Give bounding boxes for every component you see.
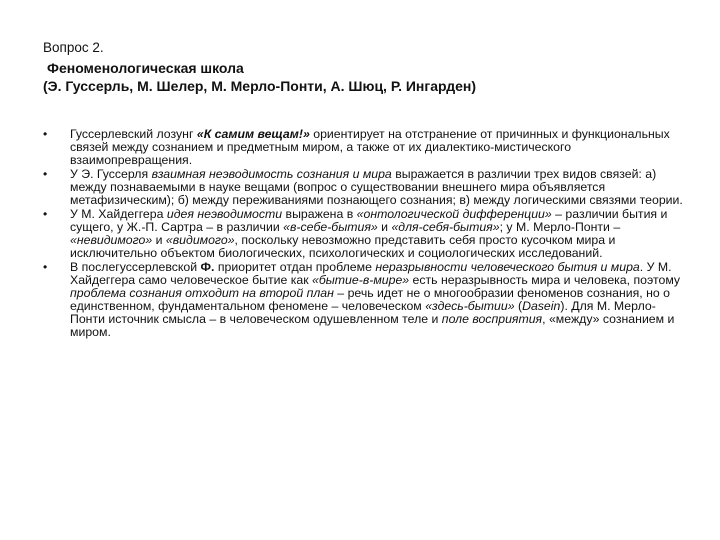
bullet-text-segment: Dasein xyxy=(522,299,561,313)
bullet-text-segment: Ф. xyxy=(200,260,215,274)
bullet-text-segment: «в-себе-бытия» xyxy=(283,220,378,234)
bullet-text-segment: Гуссерлевский лозунг xyxy=(70,127,197,141)
bullet-text-segment: «для-себя-бытия» xyxy=(391,220,500,234)
bullet-text-segment: выражена в xyxy=(282,207,357,221)
bullet-text-segment: ориентирует на отстранение от причинных и функциональных связей между сознанием и предметным миром, а также от их диалектико-мистического взаимопревращения. xyxy=(70,127,670,167)
bullet-text-segment: В послегуссерлевской xyxy=(70,260,201,274)
bullet-text-segment: ; у М. Мерло-Понти – xyxy=(499,220,621,234)
bullet-item xyxy=(43,128,683,167)
bullet-text-segment: «невидимого» xyxy=(70,233,153,247)
bullet-item xyxy=(43,168,683,207)
bullet-item xyxy=(43,261,683,339)
bullet-text-segment: поле восприятия xyxy=(441,312,543,326)
bullet-text-segment: , «между» сознанием и миром. xyxy=(70,312,675,339)
bullet-text-segment: идея неэводимости xyxy=(166,207,283,221)
bullet-text-segment: и xyxy=(377,220,392,234)
bullet-dot-icon: • xyxy=(43,260,48,274)
bullet-text-segment: проблема сознания отходит на второй план xyxy=(70,286,334,300)
bullet-text-segment: есть неразрывность мира и человека, поэтому xyxy=(409,273,681,287)
bullet-list xyxy=(43,128,683,340)
bullet-dot-icon: • xyxy=(43,207,48,221)
bullet-text-segment: . У М. Хайдеггера само человеческое бытие как xyxy=(70,260,672,287)
bullet-text-segment: выражается в различии трех видов связей: а) между познаваемыми в науке вещами (вопрос о существовании внешнего мира объявляется метафизическим); б) между переживаниями познающего сознания; в) между логическими связями теории. xyxy=(70,167,683,207)
bullet-text-segment: приоритет отдан проблеме xyxy=(214,260,376,274)
bullet-text-segment: и xyxy=(152,233,166,247)
school-title-line-2: (Э. Гуссерль, М. Шелер, М. Мерло-Понти, А. Шюц, Р. Ингарден) xyxy=(43,78,476,94)
bullet-text-segment: ). Для М. Мерло-Понти источник смысла – в человеческом одушевленном теле и xyxy=(70,299,656,326)
bullet-text-segment: – различии бытия и сущего, у Ж.-П. Сартра – в различии xyxy=(70,207,668,234)
school-title-line-1: Феноменологическая школа xyxy=(47,60,244,76)
bullet-text-segment: «онтологической дифференции» xyxy=(356,207,552,221)
bullet-item xyxy=(43,208,683,260)
bullet-text-segment: , поскольку невозможно представить себя просто кусочком мира и исключительно объектом биологических, психологических и социологических исследований. xyxy=(70,233,616,260)
bullet-dot-icon: • xyxy=(43,167,48,181)
bullet-dot-icon: • xyxy=(43,127,48,141)
bullet-text-segment: У Э. Гуссерля xyxy=(70,167,152,181)
school-title xyxy=(43,59,643,95)
bullet-text-segment: неразрывности человеческого бытия и мира xyxy=(375,260,640,274)
bullet-text-segment: «бытие-в-мире» xyxy=(312,273,410,287)
question-heading: Вопрос 2. xyxy=(43,40,104,55)
bullet-text-segment: «видимого» xyxy=(165,233,235,247)
bullet-text-segment: – речь идет не о многообразии феноменов сознания, но о единственном, фундаментальном феномене – человеческом xyxy=(70,286,670,313)
bullet-text-segment: ( xyxy=(514,299,523,313)
bullet-text-segment: «К самим вещам!» xyxy=(196,127,310,141)
bullet-text-segment: взаимная неэводимость сознания и мира xyxy=(151,167,392,181)
bullet-text-segment: У М. Хайдеггера xyxy=(70,207,167,221)
bullet-text-segment: «здесь-бытии» xyxy=(425,299,515,313)
